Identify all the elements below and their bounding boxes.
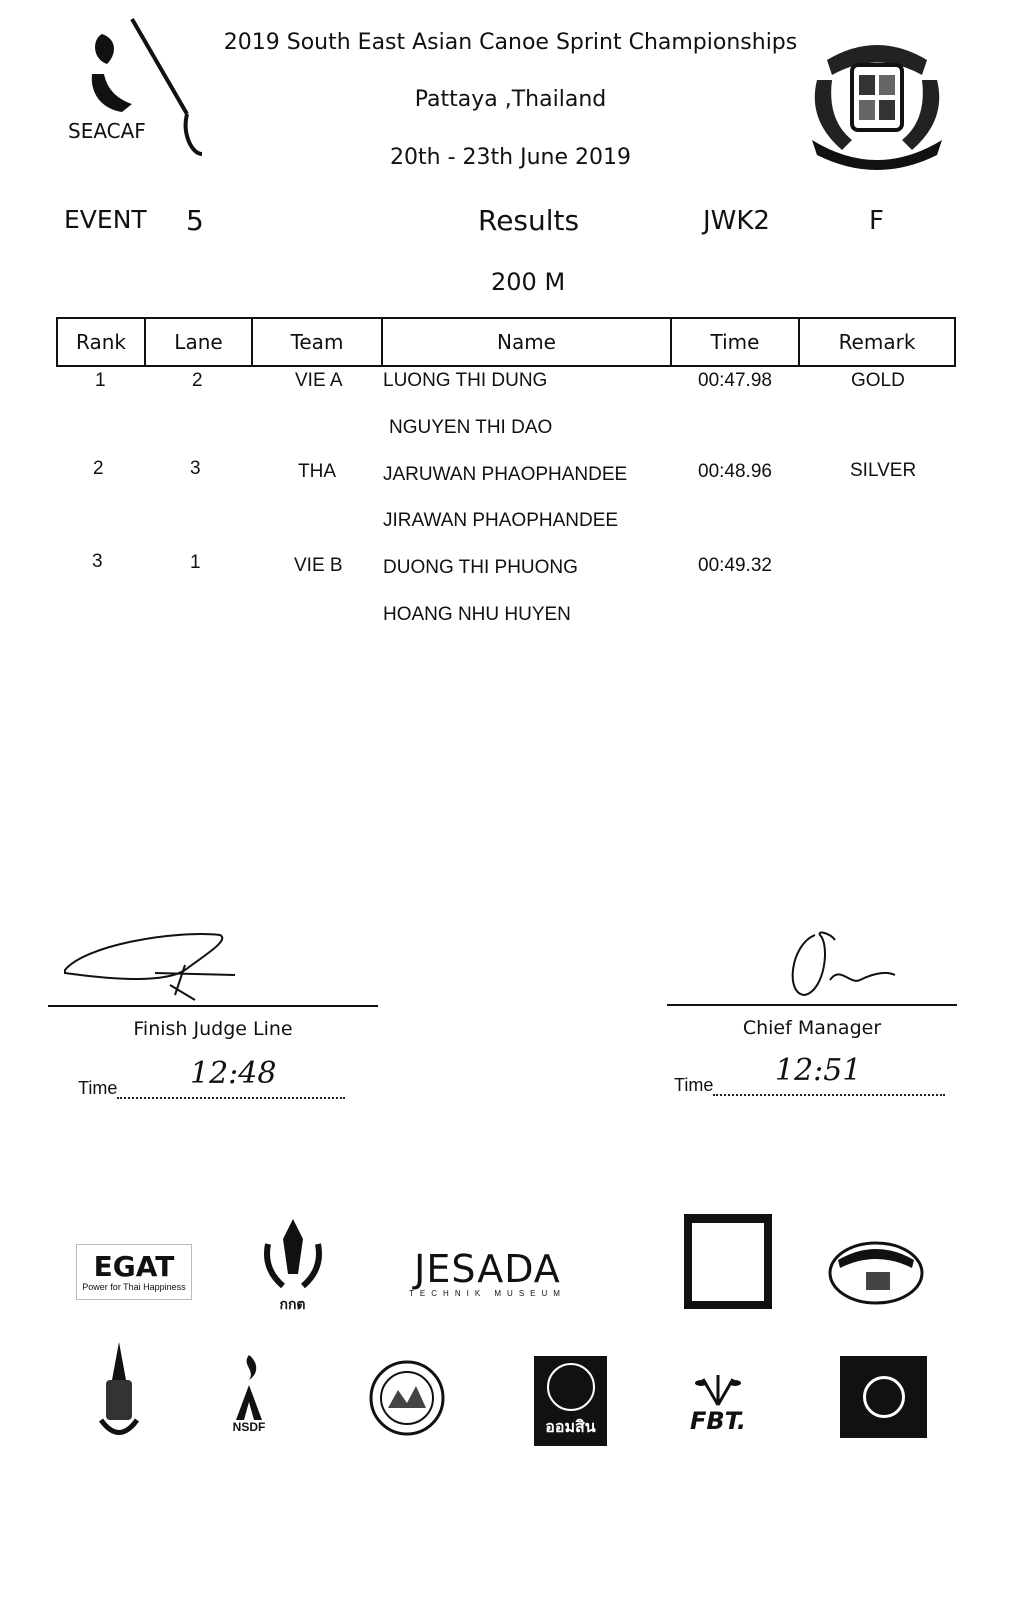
egat-name: EGAT [93,1250,175,1283]
chief-manager-signature-line [667,1004,957,1006]
time-cell: 00:49.32 [698,555,772,576]
header-time: Time [671,318,799,366]
athlete-name-2: JIRAWAN PHAOPHANDEE [383,510,619,531]
fbt-logo [678,1368,758,1438]
event-number: 5 [186,204,204,237]
ktd-text: กกต [279,1295,306,1312]
jesada-name: JESADA [414,1246,561,1291]
team-cell: THA [298,461,336,482]
time-cell: 00:48.96 [698,461,772,482]
header-remark: Remark [799,318,955,366]
lane-cell: 3 [190,458,201,479]
rank-cell: 1 [95,370,106,391]
event-label: EVENT [64,205,147,234]
lane-cell: 1 [190,552,201,573]
header-rank: Rank [57,318,145,366]
header-team: Team [252,318,382,366]
results-label: Results [478,204,580,237]
rank-cell: 3 [92,551,103,572]
remark-cell: SILVER [850,460,917,481]
event-category: JWK2 [703,206,770,236]
round-seal-logo [368,1358,446,1438]
aomsin-logo [534,1356,607,1446]
jesada-logo [405,1245,570,1301]
location: Pattaya ,Thailand [414,87,607,112]
chief-manager-handwritten-time: 12:51 [775,1053,862,1088]
athlete-name-1: JARUWAN PHAOPHANDEE [383,464,628,485]
team-cell: VIE B [294,555,343,576]
athlete-name-1: DUONG THI PHUONG [383,557,578,578]
egat-logo [76,1244,192,1300]
table-header-row [57,318,955,366]
navy-emblem-logo [96,1340,142,1448]
remark-cell: GOLD [851,370,905,391]
athlete-name-1: LUONG THI DUNG [383,370,548,391]
header-name: Name [382,318,671,366]
time-dotted-line [713,1094,945,1096]
time-label: Time [674,1075,714,1095]
results-table [56,317,956,367]
team-cell: VIE A [295,370,343,391]
athlete-name-2: HOANG NHU HUYEN [383,604,571,625]
nsdf-logo [214,1340,284,1444]
aomsin-text: ออมสิน [545,1416,596,1436]
nsdf-text: NSDF [232,1420,266,1434]
thai-sponsor-logo-1 [684,1214,772,1309]
finish-judge-signature [55,925,255,1005]
finish-judge-signature-line [48,1005,378,1007]
chief-manager-caption: Chief Manager [742,1017,882,1039]
event-distance: 200 M [491,268,566,296]
athlete-name-2: NGUYEN THI DAO [389,417,553,438]
time-label: Time [78,1078,118,1098]
egat-tagline: Power for Thai Happiness [82,1282,186,1292]
time-dotted-line [117,1097,345,1099]
bank-sponsor-logo [840,1356,927,1438]
rank-cell: 2 [93,458,104,479]
ktd-logo [255,1212,330,1317]
event-dates: 20th - 23th June 2019 [390,145,631,170]
chief-manager-signature [775,925,905,1005]
thailand-emblem [797,20,957,172]
fbt-text: FBT. [689,1407,747,1435]
seacaf-logo-text: SEACAF [68,119,146,143]
lane-cell: 2 [192,370,203,391]
time-cell: 00:47.98 [698,370,772,391]
farm-sponsor-logo [828,1228,924,1310]
championship-title: 2019 South East Asian Canoe Sprint Championships [223,30,798,55]
finish-judge-handwritten-time: 12:48 [190,1056,277,1091]
jesada-sub: TECHNIK MUSEUM [409,1288,566,1298]
header-lane: Lane [145,318,252,366]
event-phase: F [869,206,884,236]
finish-judge-caption: Finish Judge Line [133,1018,293,1040]
